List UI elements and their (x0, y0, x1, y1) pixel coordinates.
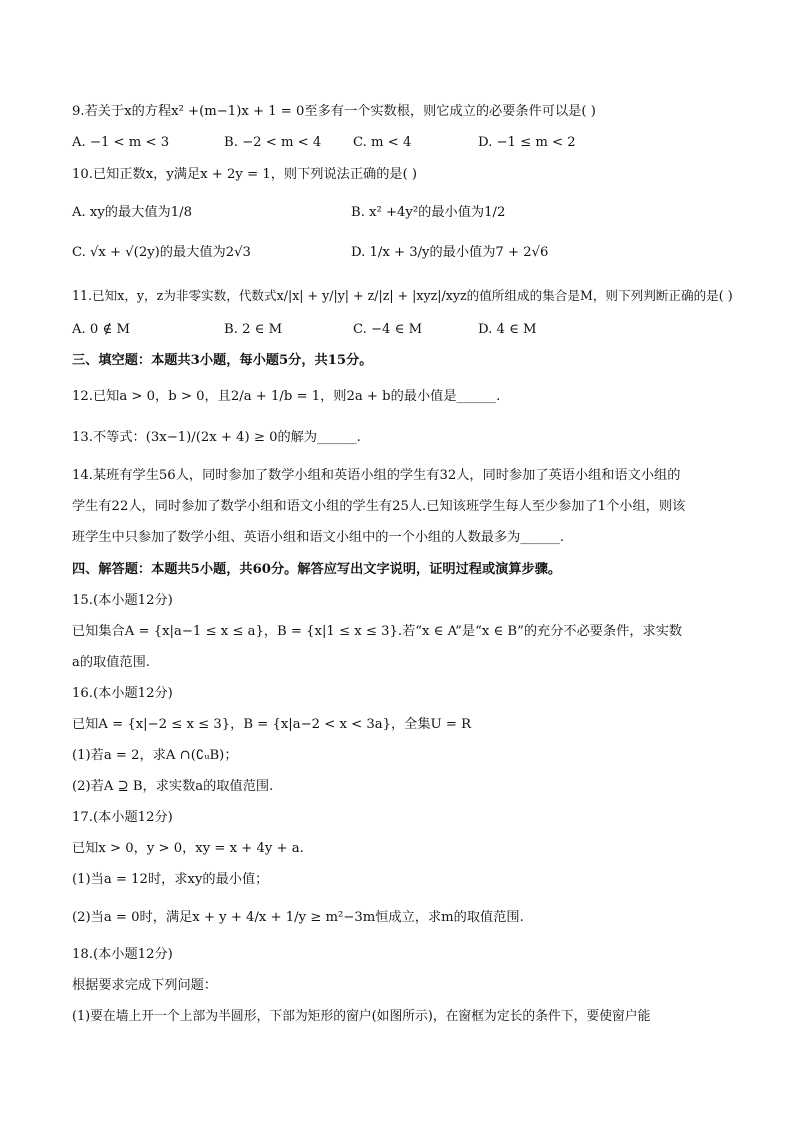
q16-line-1: 已知A = {x|−2 ≤ x ≤ 3}，B = {x|a−2 < x < 3a}，全集U = R (72, 717, 471, 732)
q14-line-3: 班学生中只参加了数学小组、英语小组和语文小组中的一个小组的人数最多为______. (72, 530, 565, 545)
q11-option-a: A. 0 ∉ M (72, 322, 130, 337)
q17-line-1: 已知x > 0，y > 0，xy = x + 4y + a. (72, 841, 304, 856)
q10-options-cd (72, 243, 734, 263)
section-3-heading: 三、填空题：本题共3小题，每小题5分，共15分。 (72, 353, 373, 368)
q18-line-1: 根据要求完成下列问题： (72, 978, 218, 993)
q17-line-3: (2)当a = 0时，满足x + y + 4/x + 1/y ≥ m²−3m恒成立，求m的取值范围. (72, 910, 524, 925)
q10-option-a: A. xy的最大值为1/8 (72, 205, 192, 220)
q17-head: 17.(本小题12分) (72, 810, 173, 825)
q18-line-2: (1)要在墙上开一个上部为半圆形，下部为矩形的窗户(如图所示)，在窗框为定长的条件下，要使窗户能 (72, 1009, 651, 1024)
q9-stem: 9.若关于x的方程x² +(m−1)x + 1 = 0至多有一个实数根，则它成立的必要条件可以是( ) (72, 104, 596, 119)
q15-line-1: 已知集合A = {x|a−1 ≤ x ≤ a}，B = {x|1 ≤ x ≤ 3}.若“x ∈ A”是“x ∈ B”的充分不必要条件，求实数 (72, 624, 683, 639)
q14-line-1: 14.某班有学生56人，同时参加了数学小组和英语小组的学生有32人，同时参加了英语小组和语文小组的 (72, 468, 681, 483)
q16-line-3: (2)若A ⊇ B，求实数a的取值范围. (72, 779, 274, 794)
q12: 12.已知a > 0，b > 0，且2/a + 1/b = 1，则2a + b的最小值是______. (72, 389, 501, 404)
q17-line-2: (1)当a = 12时，求xy的最小值； (72, 872, 269, 887)
q11-option-c: C. −4 ∈ M (353, 322, 423, 337)
q14-line-2: 学生有22人，同时参加了数学小组和语文小组的学生有25人.已知该班学生每人至少参加了1个小组，则该 (72, 499, 686, 514)
q13: 13.不等式：(3x−1)/(2x + 4) ≥ 0的解为______. (72, 430, 361, 445)
q10-option-b: B. x² +4y²的最小值为1/2 (351, 205, 506, 220)
q9-option-c: C. m < 4 (353, 135, 412, 150)
q18-head: 18.(本小题12分) (72, 947, 173, 962)
q15-line-2: a的取值范围. (72, 655, 150, 670)
q10-stem: 10.已知正数x，y满足x + 2y = 1，则下列说法正确的是( ) (72, 167, 418, 182)
q9-option-d: D. −1 ≤ m < 2 (478, 135, 576, 150)
q9-options (72, 133, 734, 153)
q11-stem: 11.已知x，y，z为非零实数，代数式x/|x| + y/|y| + z/|z| + |xyz|/xyz的值所组成的集合是M，则下列判断正确的是( ) (72, 288, 733, 303)
q10-option-c: C. √x + √(2y)的最大值为2√3 (72, 245, 251, 260)
q11-option-d: D. 4 ∈ M (478, 322, 537, 337)
q16-line-2: (1)若a = 2，求A ∩(∁ᵤB)； (72, 748, 238, 763)
q16-head: 16.(本小题12分) (72, 686, 173, 701)
q10-option-d: D. 1/x + 3/y的最小值为7 + 2√6 (351, 245, 549, 260)
q11-option-b: B. 2 ∈ M (224, 322, 283, 337)
q10-options-ab (72, 203, 734, 223)
q9-option-a: A. −1 < m < 3 (72, 135, 170, 150)
q9-option-b: B. −2 < m < 4 (224, 135, 322, 150)
section-4-heading: 四、解答题：本题共5小题，共60分。解答应写出文字说明，证明过程或演算步骤。 (72, 562, 562, 577)
q15-head: 15.(本小题12分) (72, 593, 173, 608)
q11-options (72, 320, 734, 340)
